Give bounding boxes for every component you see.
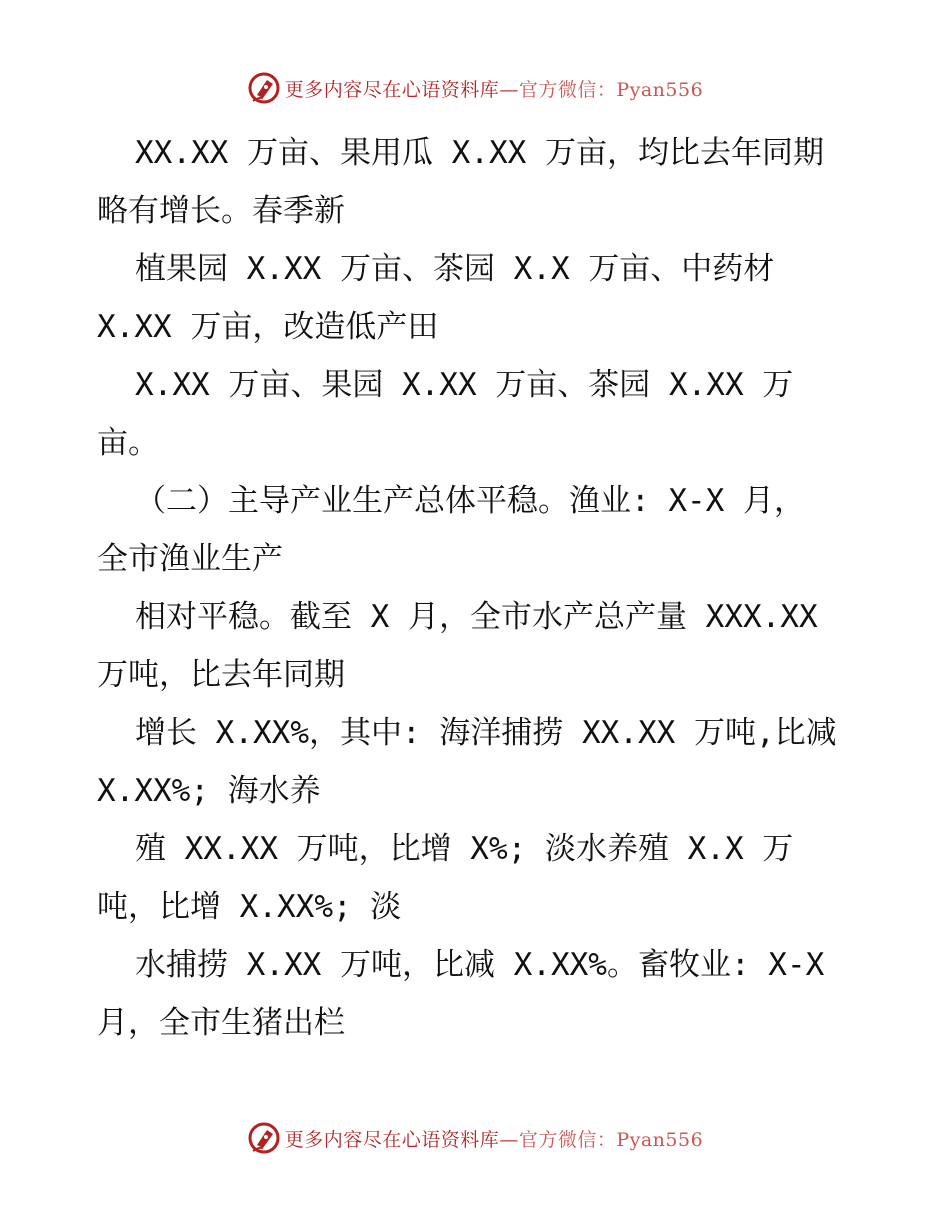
text-line: X.XX 万亩、果园 X.XX 万亩、茶园 X.XX 万 — [135, 367, 794, 403]
banner-separator: — — [499, 1128, 519, 1151]
text-line: 亩。 — [97, 425, 159, 461]
document-body — [97, 124, 867, 1052]
text-line: 植果园 X.XX 万亩、茶园 X.X 万亩、中药材 — [135, 251, 775, 287]
pen-nib-circle-icon — [247, 1121, 281, 1155]
pen-nib-circle-icon — [247, 71, 281, 105]
text-line: 吨，比增 X.XX%; 淡 — [97, 889, 402, 925]
banner-wechat-label: 官方微信： — [518, 1128, 617, 1151]
text-line: 殖 XX.XX 万吨，比增 X%; 淡水养殖 X.X 万 — [135, 831, 794, 867]
footer-banner — [0, 1118, 950, 1158]
banner-separator: — — [499, 78, 519, 101]
banner-wechat-label: 官方微信： — [518, 78, 617, 101]
banner-wechat-id: Pyan556 — [616, 1128, 704, 1151]
banner-site-name: 更多内容尽在心语资料库 — [284, 78, 500, 101]
banner-text — [285, 1125, 703, 1152]
header-banner — [0, 68, 950, 108]
text-line: 万吨，比去年同期 — [97, 657, 345, 693]
text-line: 水捕捞 X.XX 万吨，比减 X.XX%。畜牧业: X-X — [135, 947, 825, 983]
text-line: 相对平稳。截至 X 月，全市水产总产量 XXX.XX — [135, 599, 818, 635]
text-line: 略有增长。春季新 — [97, 193, 345, 229]
text-line: 全市渔业生产 — [97, 541, 283, 577]
text-line: X.XX%; 海水养 — [97, 773, 321, 809]
text-line: 增长 X.XX%，其中: 海洋捕捞 XX.XX 万吨,比减 — [135, 715, 837, 751]
text-line: XX.XX 万亩、果用瓜 X.XX 万亩，均比去年同期 — [135, 135, 824, 171]
text-line: X.XX 万亩，改造低产田 — [97, 309, 439, 345]
banner-site-name: 更多内容尽在心语资料库 — [284, 1128, 500, 1151]
text-line: （二）主导产业生产总体平稳。渔业: X-X 月， — [135, 483, 805, 519]
text-line: 月，全市生猪出栏 — [97, 1005, 345, 1041]
banner-text — [285, 75, 703, 102]
banner-wechat-id: Pyan556 — [616, 78, 704, 101]
